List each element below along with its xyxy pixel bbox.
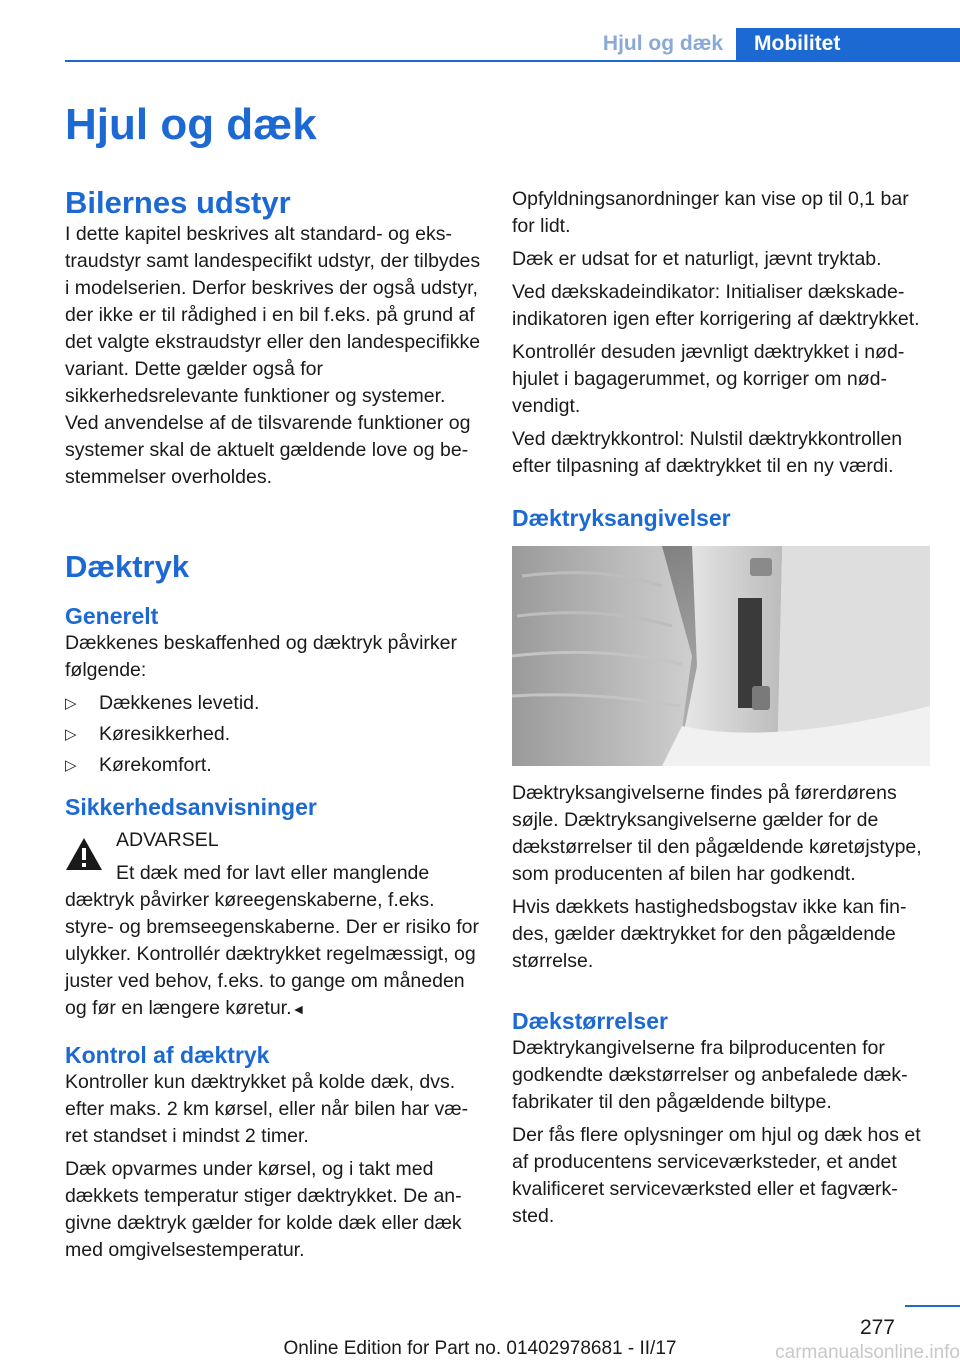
warning-rest: dæktryk påvirker køreegenskaberne, f.eks. styre- og bremseegenskaberne. Der er risiko for ulykker. Kontrollér dæktrykket regelmæssigt, og juster ved behov, f.eks. to gange om måneden og før en længere køretur.	[65, 889, 480, 1019]
para-pressure-control: Ved dæktrykkontrol: Nulstil dæktrykkontrollen efter tilpasning af dæktrykket til en ny værdi.	[512, 428, 903, 477]
edition-footer: Online Edition for Part no. 01402978681 - II/17	[283, 1338, 677, 1359]
page-title: Hjul og dæk	[65, 100, 317, 149]
watermark: carmanualsonline.info	[775, 1342, 960, 1363]
para-damage-indicator: Ved dækskadeindikator: Initialiser dækskadeindikatoren igen efter korrigering af dæktrykket.	[512, 281, 920, 330]
warning-label: ADVARSEL	[116, 829, 219, 851]
list-item: ▷ Kørekomfort.	[65, 752, 483, 779]
warning-triangle-icon	[65, 837, 103, 871]
end-mark-icon: ◄	[291, 1001, 306, 1017]
para-pressure-loss: Dæk er udsat for et naturligt, jævnt tryktab.	[512, 248, 882, 270]
para-specs-2: Hvis dækkets hastighedsbogstav ikke kan findes, gælder dæktrykket for den pågældende størrelse.	[512, 896, 907, 972]
door-pillar-photo	[512, 546, 930, 766]
bullet-list	[65, 690, 483, 779]
para-spare-wheel: Kontrollér desuden jævnligt dæktrykket i nødhjulet i bagagerummet, og korriger om nødvendigt.	[512, 341, 905, 417]
header-rule	[65, 60, 960, 62]
heading-tire-pressure: Dæktryk	[65, 549, 190, 584]
list-item: ▷ Køresikkerhed.	[65, 721, 483, 748]
para-check-1: Kontroller kun dæktrykket på kolde dæk, dvs. efter maks. 2 km kørsel, eller når bilen har været standset i mindst 2 timer.	[65, 1071, 469, 1147]
para-equipment: I dette kapitel beskrives alt standard- og ekstraudstyr samt landespecifikt udstyr, der tilbydes i modelserien. Derfor beskrives der også udstyr, der ikke er til rådighed i en bil f.eks. på grund af det valgte ekstraudstyr eller den landespecifikke variant. Dette gælder også for sikkerhedsrelevante funktioner og systemer. Ved anvendelse af de tilsvarende funktioner og systemer skal de aktuelt gældende love og bestemmelser overholdes.	[65, 223, 481, 488]
heading-pressure-specs: Dæktryksangivelser	[512, 505, 731, 531]
list-item: ▷ Dækkenes levetid.	[65, 690, 483, 717]
heading-general: Generelt	[65, 603, 159, 629]
header-section-tab: Hjul og dæk	[602, 32, 724, 55]
footer-rule	[905, 1305, 960, 1307]
para-fill-devices: Opfyldningsanordninger kan vise op til 0,1 bar for lidt.	[512, 188, 909, 237]
warning-block	[65, 827, 483, 1023]
page-number: 277	[859, 1316, 895, 1339]
heading-safety: Sikkerhedsanvisninger	[65, 794, 317, 820]
heading-equipment: Bilernes udstyr	[65, 185, 291, 220]
heading-check-pressure: Kontrol af dæktryk	[65, 1042, 270, 1068]
para-sizes-2: Der fås flere oplysninger om hjul og dæk hos et af producentens serviceværksteder, et andet kvalificeret serviceværksted eller et fagværksted.	[512, 1124, 921, 1227]
para-sizes-1: Dæktrykangivelserne fra bilproducenten for godkendte dækstørrelser og anbefalede dækfabrikater til den pågældende biltype.	[512, 1037, 908, 1113]
para-general: Dækkenes beskaffenhed og dæktryk påvirker følgende:	[65, 632, 458, 681]
para-check-2: Dæk opvarmes under kørsel, og i takt med dækkets temperatur stiger dæktrykket. De angivne dæktryk gælder for kolde dæk eller dæk med omgivelsestemperatur.	[65, 1158, 462, 1261]
left-column	[65, 185, 483, 1264]
right-column	[512, 186, 930, 1230]
header-chapter-tab: Mobilitet	[736, 28, 960, 62]
para-specs-1: Dæktryksangivelserne findes på førerdørens søjle. Dæktryksangivelserne gælder for de dækstørrelser til den pågældende køretøjstype, som producenten af bilen har godkendt.	[512, 782, 922, 885]
heading-tire-sizes: Dækstørrelser	[512, 1008, 668, 1034]
warning-text	[65, 887, 483, 1023]
warning-first-line: Et dæk med for lavt eller manglende	[116, 862, 430, 884]
